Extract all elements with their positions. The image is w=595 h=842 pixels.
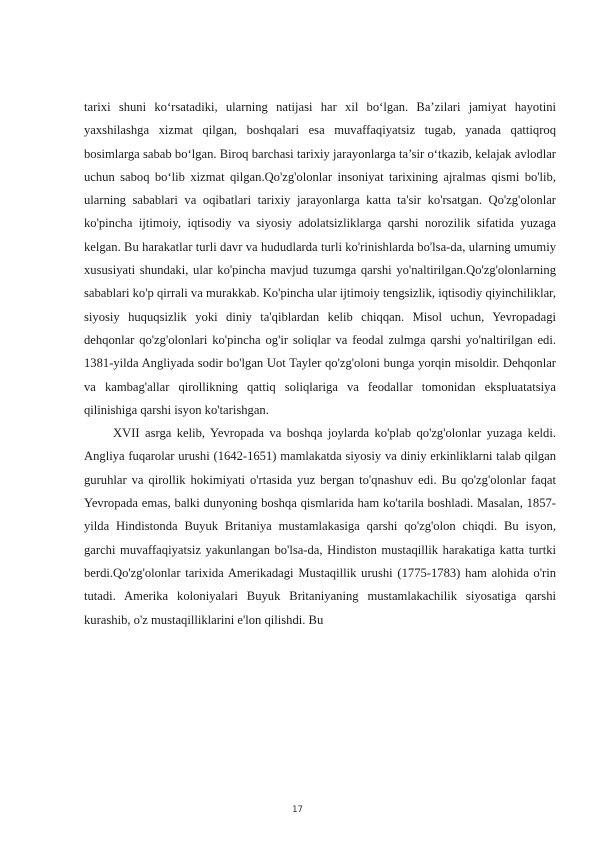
page-number: 17 [292,805,303,815]
paragraph-1: tarixi shuni ko‘rsatadiki, ularning natijasi har xil bo‘lgan. Ba’zilari jamiyat hayotini yaxshilashga xizmat qilgan, boshqalari esa muvaffaqiyatsiz tugab, yanada qattiqroq bosimlarga sabab bo‘lgan. Biroq barchasi tarixiy jarayonlarga ta’sir o‘tkazib, kelajak avlodlar uchun saboq bo‘lib xizmat qilgan.Qo'zg'olonlar insoniyat tarixining ajralmas qismi bo'lib, ularning sabablari va oqibatlari tarixiy jarayonlarga katta ta'sir ko'rsatgan. Qo'zg'olonlar ko'pincha ijtimoiy, iqtisodiy va siyosiy adolatsizliklarga qarshi norozilik sifatida yuzaga kelgan. Bu harakatlar turli davr va hududlarda turli ko'rinishlarda bo'lsa-da, ularning umumiy xususiyati shundaki, ular ko'pincha mavjud tuzumga qarshi yo'naltirilgan.Qo'zg'olonlarning sabablari ko'p qirrali va murakkab. Ko'pincha ular ijtimoiy tengsizlik, iqtisodiy qiyinchiliklar, siyosiy huquqsizlik yoki diniy ta'qiblardan kelib chiqqan. Misol uchun, Yevropadagi dehqonlar qo'zg'olonlari ko'pincha og'ir soliqlar va feodal zulmga qarshi yo'naltirilgan edi. 1381-yilda Angliyada sodir bo'lgan Uot Tayler qo'zg'oloni bunga yorqin misoldir. Dehqonlar va kambag'allar qirollikning qattiq soliqlariga va feodallar tomonidan ekspluatatsiya qilinishiga qarshi isyon ko'tarishgan. [84,100,556,417]
page-body [84,96,556,632]
paragraph-2: XVII asrga kelib, Yevropada va boshqa joylarda ko'plab qo'zg'olonlar yuzaga keldi. Angliya fuqarolar urushi (1642-1651) mamlakatda siyosiy va diniy erkinliklarni talab qilgan guruhlar va qirollik hokimiyati o'rtasida yuz bergan to'qnashuv edi. Bu qo'zg'olonlar faqat Yevropada emas, balki dunyoning boshqa qismlarida ham ko'tarila boshladi. Masalan, 1857-yilda Hindistonda Buyuk Britaniya mustamlakasiga qarshi qo'zg'olon chiqdi. Bu isyon, garchi muvaffaqiyatsiz yakunlangan bo'lsa-da, Hindiston mustaqillik harakatiga katta turtki berdi.Qo'zg'olonlar tarixida Amerikadagi Mustaqillik urushi (1775-1783) ham alohida o'rin tutadi. Amerika koloniyalari Buyuk Britaniyaning mustamlakachilik siyosatiga qarshi kurashib, o'z mustaqilliklarini e'lon qilishdi. Bu [84,426,556,627]
